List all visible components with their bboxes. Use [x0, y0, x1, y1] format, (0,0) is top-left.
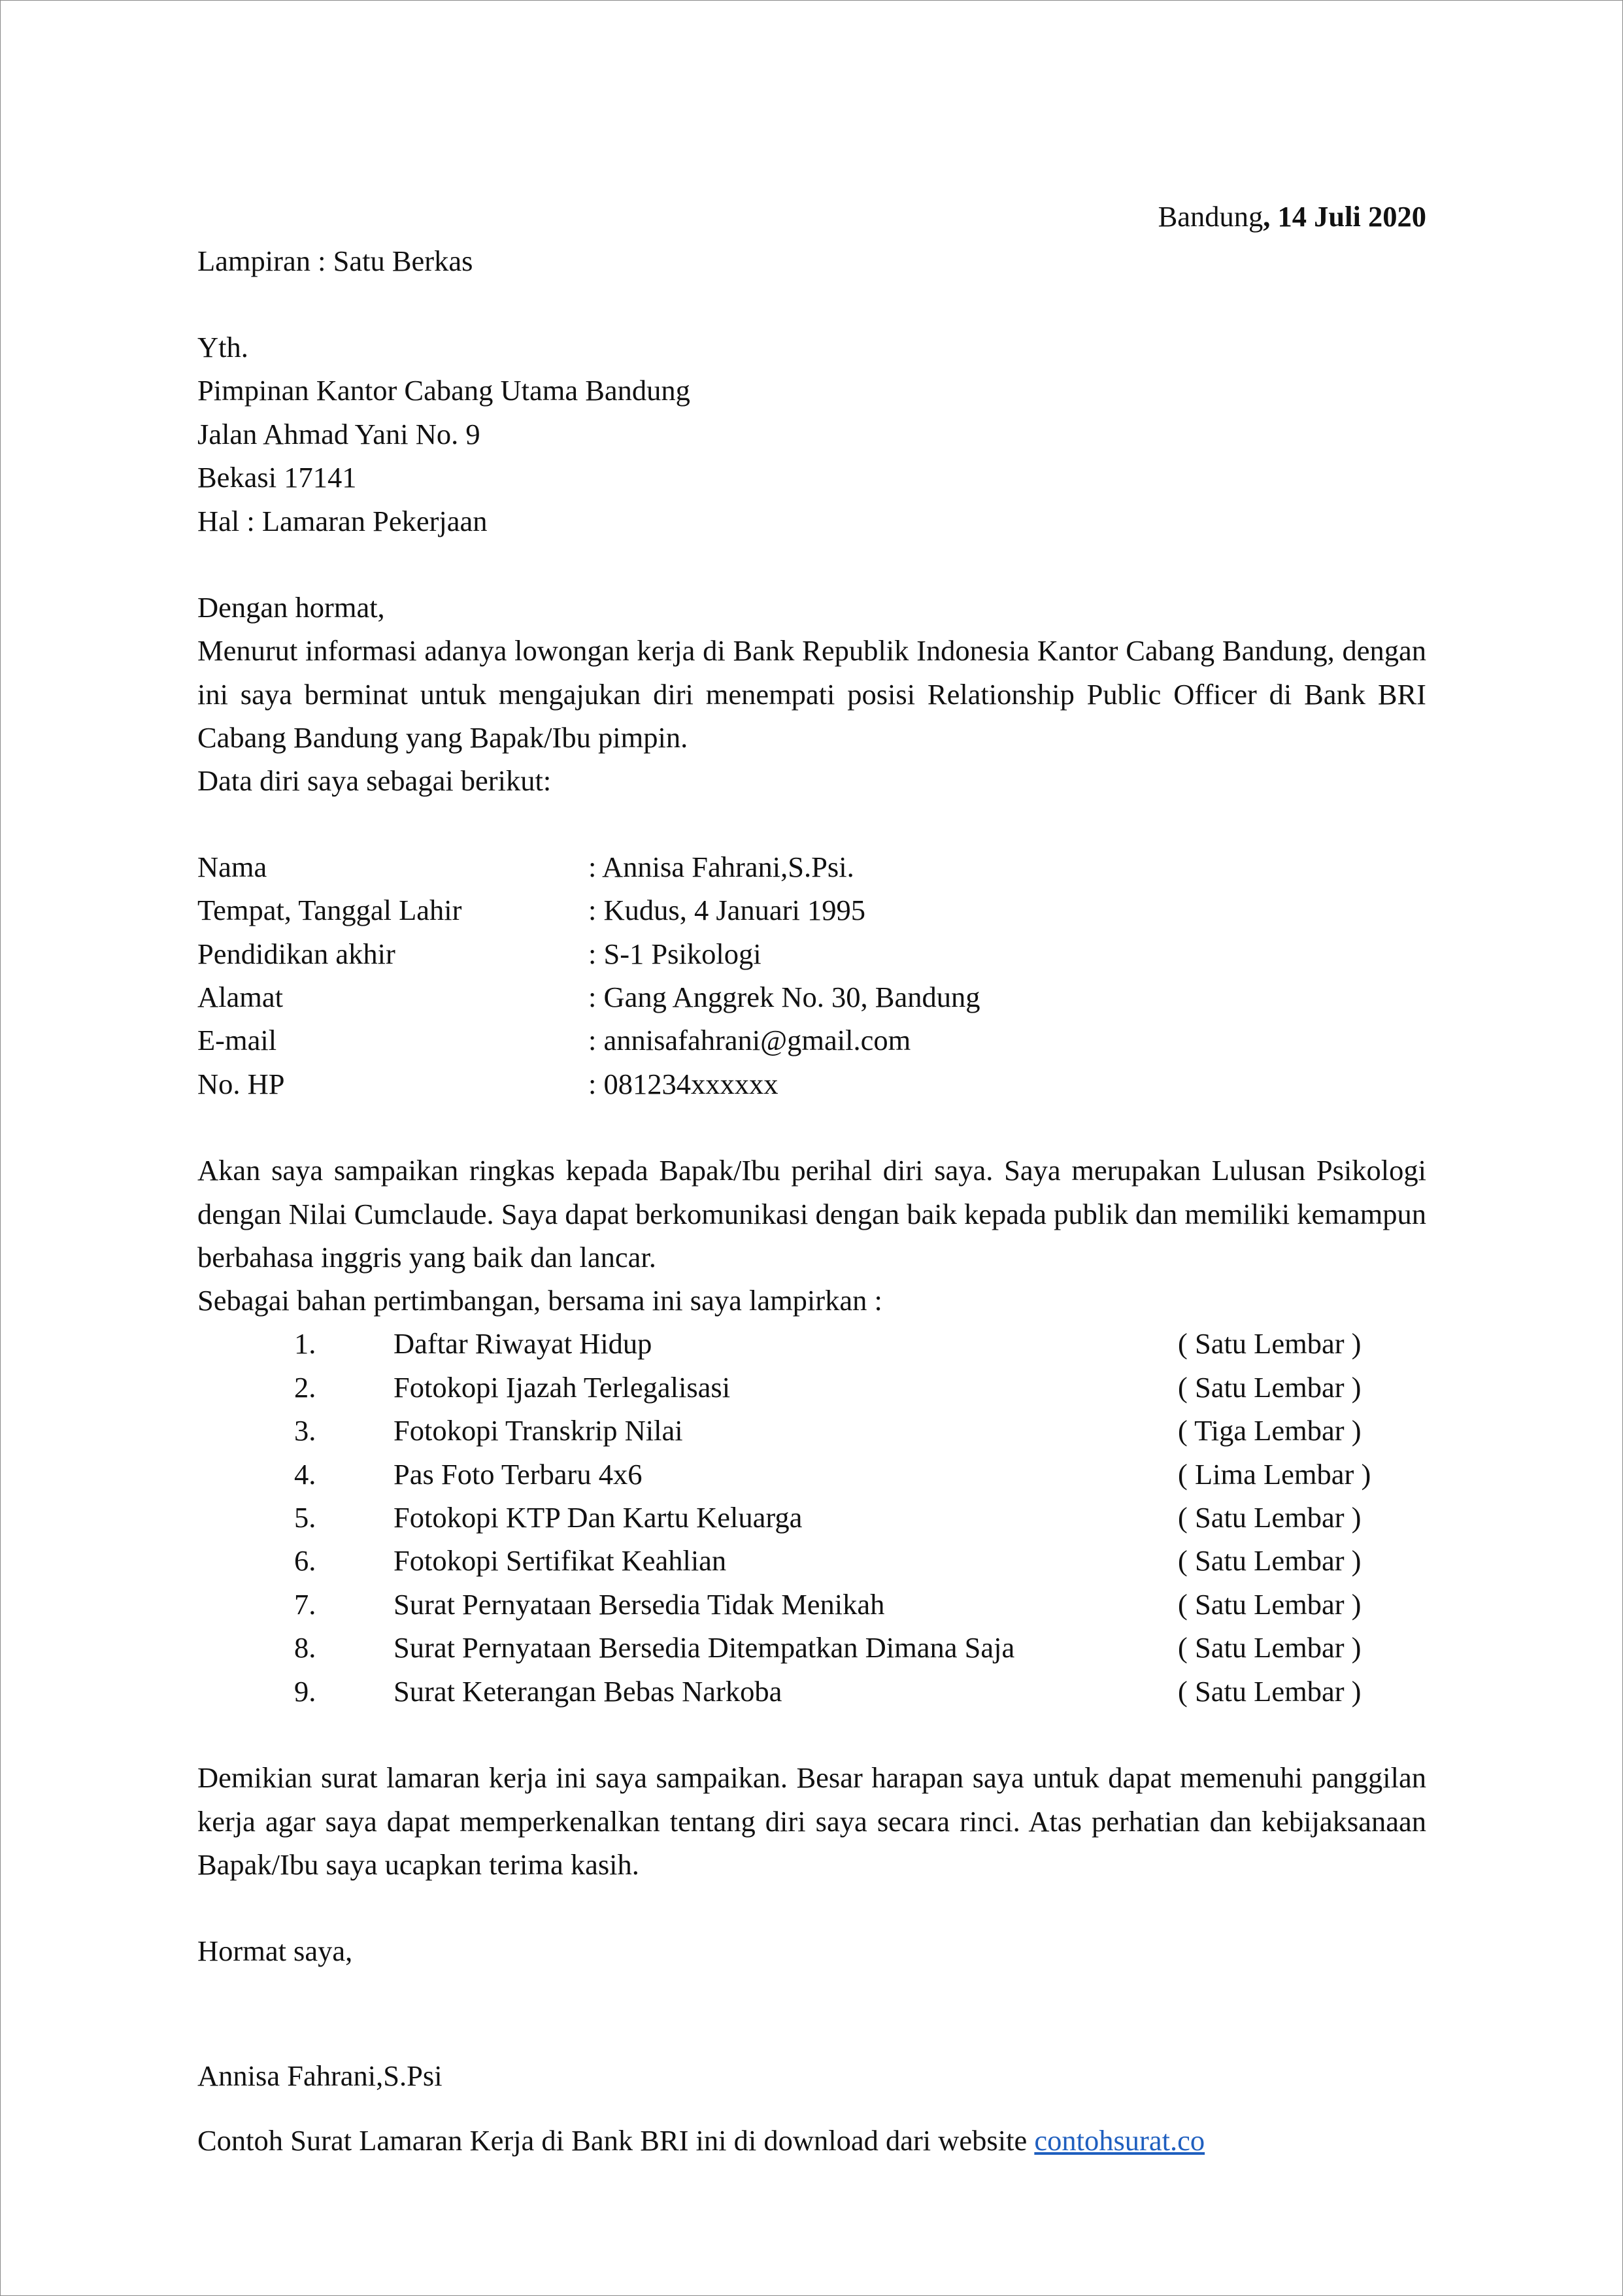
closing-paragraph: Demikian surat lamaran kerja ini saya sampaikan. Besar harapan saya untuk dapat memenuhi panggilan kerja agar saya dapat memperkenalkan tentang diri saya secara rinci. Atas perhatian dan kebijaksanaan Bapak/Ibu saya ucapkan terima kasih. — [197, 1761, 1426, 1881]
attachment-item — [197, 1322, 1426, 1366]
personal-value: : Gang Anggrek No. 30, Bandung — [588, 981, 980, 1013]
summary-paragraph: Akan saya sampaikan ringkas kepada Bapak/Ibu perihal diri saya. Saya merupakan Lulusan Psikologi dengan Nilai Cumclaude. Saya dapat berkomunikasi dengan baik kepada publik dan memiliki kemampun berbahasa inggris yang baik dan lancar. — [197, 1154, 1426, 1274]
attachment-number: 6. — [294, 1544, 316, 1577]
attachment-name: Daftar Riwayat Hidup — [393, 1327, 652, 1360]
attachment-quantity: ( Satu Lembar ) — [1178, 1675, 1362, 1708]
date-value: , 14 Juli 2020 — [1263, 200, 1426, 233]
attachment-item — [197, 1409, 1426, 1453]
attachment-item — [197, 1366, 1426, 1410]
regards: Hormat saya, — [197, 1934, 353, 1967]
attachment-item — [197, 1626, 1426, 1670]
attachment-item — [197, 1453, 1426, 1496]
letter-subject: Hal : Lamaran Pekerjaan — [197, 505, 488, 537]
attachment-quantity: ( Satu Lembar ) — [1178, 1588, 1362, 1621]
data-intro: Data diri saya sebagai berikut: — [197, 764, 552, 797]
attachment-quantity: ( Satu Lembar ) — [1178, 1371, 1362, 1404]
attachment-number: 5. — [294, 1501, 316, 1534]
recipient-greeting: Yth. — [197, 331, 248, 363]
attachment-number: 8. — [294, 1631, 316, 1664]
attachment-number: 1. — [294, 1327, 316, 1360]
footer-note — [197, 2119, 1205, 2163]
attachment-name: Fotokopi Sertifikat Keahlian — [393, 1544, 727, 1577]
attachment-name: Surat Pernyataan Bersedia Tidak Menikah — [393, 1588, 885, 1621]
personal-value: : S-1 Psikologi — [588, 937, 761, 970]
recipient-street: Jalan Ahmad Yani No. 9 — [197, 418, 480, 450]
personal-label: Alamat — [197, 981, 283, 1013]
signature-name: Annisa Fahrani,S.Psi — [197, 2059, 443, 2092]
recipient-city: Bekasi 17141 — [197, 461, 357, 494]
attachment-number: 7. — [294, 1588, 316, 1621]
personal-value: : annisafahrani@gmail.com — [588, 1024, 911, 1056]
attachment-item — [197, 1583, 1426, 1627]
attachment-name: Pas Foto Terbaru 4x6 — [393, 1458, 643, 1491]
personal-value: : Kudus, 4 Januari 1995 — [588, 894, 865, 926]
personal-label: Tempat, Tanggal Lahir — [197, 894, 462, 926]
footer-text: Contoh Surat Lamaran Kerja di Bank BRI ini di download dari website — [197, 2124, 1035, 2157]
attachment-quantity: ( Satu Lembar ) — [1178, 1631, 1362, 1664]
attachment-quantity: ( Satu Lembar ) — [1178, 1327, 1362, 1360]
attachment-quantity: ( Tiga Lembar ) — [1178, 1414, 1362, 1447]
personal-label: Nama — [197, 851, 267, 883]
attachment-name: Fotokopi Ijazah Terlegalisasi — [393, 1371, 731, 1404]
attachment-name: Surat Pernyataan Bersedia Ditempatkan Dimana Saja — [393, 1631, 1015, 1664]
personal-label: Pendidikan akhir — [197, 937, 395, 970]
attach-intro: Sebagai bahan pertimbangan, bersama ini saya lampirkan : — [197, 1284, 882, 1317]
attachment-line: Lampiran : Satu Berkas — [197, 245, 473, 277]
intro-paragraph: Menurut informasi adanya lowongan kerja di Bank Republik Indonesia Kantor Cabang Bandung, dengan ini saya berminat untuk mengajukan diri menempati posisi Relationship Public Officer di Bank BRI Cabang Bandung yang Bapak/Ibu pimpin. — [197, 634, 1426, 754]
attachment-name: Fotokopi Transkrip Nilai — [393, 1414, 683, 1447]
attachment-item — [197, 1496, 1426, 1540]
attachment-number: 4. — [294, 1458, 316, 1491]
personal-value: : 081234xxxxxx — [588, 1068, 778, 1100]
attachment-number: 3. — [294, 1414, 316, 1447]
attachment-name: Surat Keterangan Bebas Narkoba — [393, 1675, 782, 1708]
date-place: Bandung — [1158, 200, 1263, 233]
salutation: Dengan hormat, — [197, 591, 385, 624]
attachment-number: 2. — [294, 1371, 316, 1404]
attachment-item — [197, 1670, 1426, 1714]
attachment-name: Fotokopi KTP Dan Kartu Keluarga — [393, 1501, 803, 1534]
website-link[interactable]: contohsurat.co — [1034, 2124, 1205, 2157]
recipient-name: Pimpinan Kantor Cabang Utama Bandung — [197, 374, 690, 407]
attachment-item — [197, 1539, 1426, 1583]
personal-label: E-mail — [197, 1024, 277, 1056]
attachment-quantity: ( Satu Lembar ) — [1178, 1501, 1362, 1534]
attachment-number: 9. — [294, 1675, 316, 1708]
attachment-quantity: ( Satu Lembar ) — [1178, 1544, 1362, 1577]
letter-date — [1158, 195, 1426, 239]
attachment-quantity: ( Lima Lembar ) — [1178, 1458, 1371, 1491]
personal-value: : Annisa Fahrani,S.Psi. — [588, 851, 854, 883]
personal-label: No. HP — [197, 1068, 285, 1100]
